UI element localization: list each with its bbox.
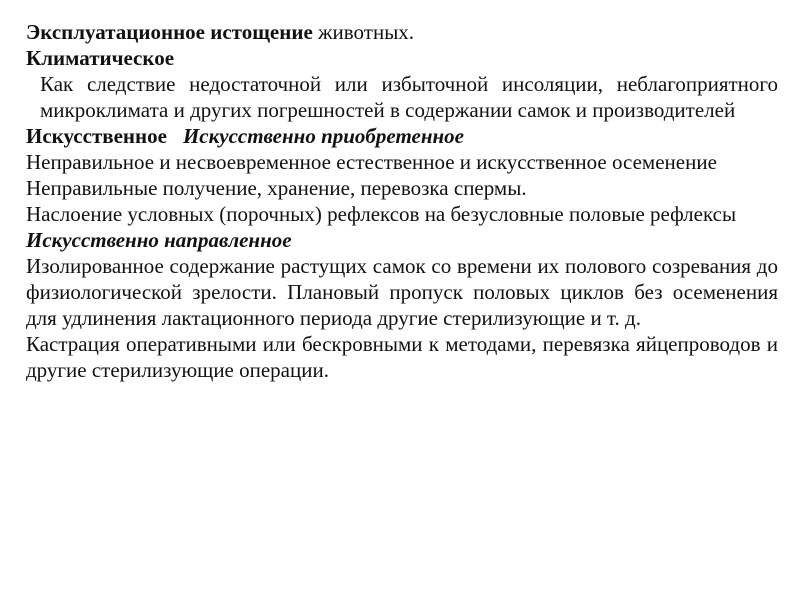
artificial-subtitle: Искусственно приобретенное	[182, 124, 464, 148]
directed-title: Искусственно направленное	[26, 228, 292, 252]
heading	[26, 19, 778, 45]
artificial-title: Искусственное	[26, 124, 167, 148]
directed-item-castration: Кастрация оперативными или бескровными к методами, перевязка яйцепроводов и другие стерилизующие операции.	[26, 332, 778, 382]
slide-content	[26, 19, 778, 383]
climatic-title: Климатическое	[26, 46, 175, 70]
directed-item-isolation: Изолированное содержание растущих самок со времени их полового созревания до физиологической зрелости. Плановый пропуск половых циклов без осеменения для удлинения лактационного периода другие стерилизующие и т. д.	[26, 254, 778, 330]
artificial-item-reflexes: Наслоение условных (порочных) рефлексов на безусловные половые рефлексы	[26, 202, 737, 226]
artificial-item-insemination: Неправильное и несвоевременное естественное и искусственное осеменение	[26, 150, 717, 174]
artificial-header	[26, 123, 778, 149]
heading-bold: Эксплуатационное истощение	[26, 20, 313, 44]
artificial-item-sperm: Неправильные получение, хранение, перевозка спермы.	[26, 176, 527, 200]
climatic-text: Как следствие недостаточной или избыточной инсоляции, неблагоприятного микроклимата и других погрешностей в содержании самок и производителей	[40, 72, 778, 122]
heading-rest: животных.	[312, 20, 415, 44]
